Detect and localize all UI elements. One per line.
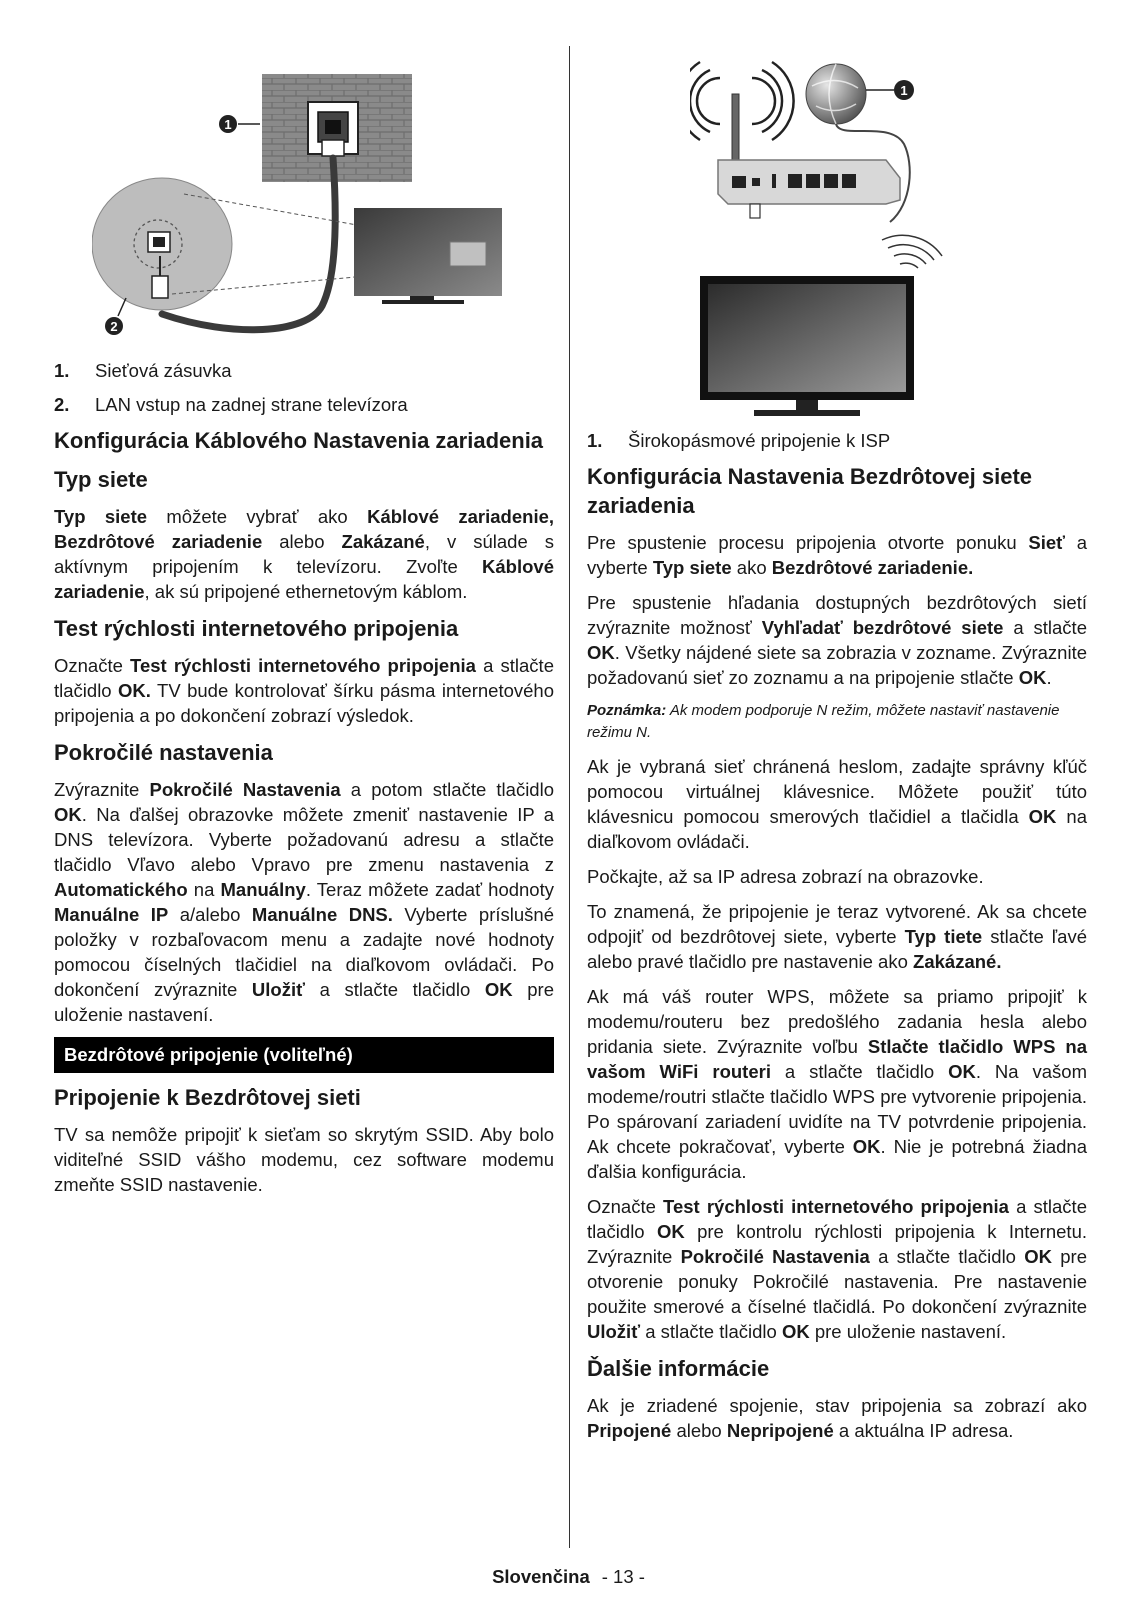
tv-wifi-icon	[882, 235, 942, 268]
paragraph-disconnect: To znamená, že pripojenie je teraz vytvorené. Ak sa chcete odpojiť od bezdrôtovej siete, vyberte Typ tiete stlačte ľavé alebo pravé tlačidlo pre nastavenie ako Zakázané.	[587, 901, 1088, 972]
list-item: 1. Sieťová zásuvka	[54, 360, 232, 381]
list-item: 2. LAN vstup na zadnej strane televízora	[54, 394, 408, 415]
paragraph-password: Ak je vybraná sieť chránená heslom, zadajte správny kľúč pomocou virtuálnej klávesnice. Môžete použiť túto klávesnicu pomocou smerových tlačidiel a tlačidla OK na diaľkovom ovládači.	[587, 756, 1087, 852]
svg-text:1: 1	[900, 83, 908, 98]
heading-more-info: Ďalšie informácie	[587, 1356, 770, 1381]
paragraph-connection-status: Ak je zriadené spojenie, stav pripojenia sa zobrazí ako Pripojené alebo Nepripojené a aktuálna IP adresa.	[587, 1395, 1087, 1441]
section-bar-wireless: Bezdrôtové pripojenie (voliteľné)	[54, 1037, 554, 1073]
note-n-mode: Poznámka: Ak modem podporuje N režim, môžete nastaviť nastavenie režimu N.	[587, 702, 1060, 741]
column-divider	[569, 46, 570, 1548]
figure-legend-right	[587, 424, 890, 458]
paragraph-wireless-ssid: TV sa nemôže pripojiť k sieťam so skrytým SSID. Aby bolo viditeľné SSID vášho modemu, cez software modemu zmeňte SSID nastavenie.	[54, 1124, 554, 1195]
footer-language: Slovenčina	[492, 1566, 590, 1587]
figure-legend-left	[54, 354, 408, 422]
paragraph-advanced-settings: Zvýraznite Pokročilé Nastavenia a potom stlačte tlačidlo OK. Na ďalšej obrazovke môžete zmeniť nastavenie IP a DNS televízora. Vyberte požadovanú adresu a stlačte tlačidlo Vľavo alebo Vpravo pre zmenu nastavenia z Automatického na Manuálny. Teraz môžete zadať hodnoty Manuálne IP a/alebo Manuálne DNS. Vyberte príslušné položky v rozbaľovacom menu a zadajte nové hodnoty pomocou číselných tlačidiel na diaľkovom ovládači. Po dokončení zvýraznite Uložiť a stlačte tlačidlo OK pre uloženie nastavení.	[54, 779, 554, 1025]
paragraph-wait-ip: Počkajte, až sa IP adresa zobrazí na obrazovke.	[587, 866, 984, 887]
heading-speed-test: Test rýchlosti internetového pripojenia	[54, 616, 459, 641]
wifi-signal-icon	[690, 62, 794, 140]
heading-wireless-connect: Pripojenie k Bezdrôtovej sieti	[54, 1085, 361, 1110]
paragraph-speed-test: Označte Test rýchlosti internetového pripojenia a stlačte tlačidlo OK. TV bude kontrolovať šírku pásma internetového pripojenia a po dokončení zobrazí výsledok.	[54, 655, 554, 726]
heading-advanced-settings: Pokročilé nastavenia	[54, 740, 273, 765]
heading-network-type: Typ siete	[54, 467, 148, 492]
svg-text:1: 1	[224, 117, 232, 132]
lan-plug	[152, 276, 168, 298]
heading-wireless-config: Konfigurácia Nastavenia Bezdrôtovej siete zariadenia	[587, 464, 1033, 518]
list-item: 1. Širokopásmové pripojenie k ISP	[587, 430, 891, 451]
paragraph-open-network: Pre spustenie procesu pripojenia otvorte ponuku Sieť a vyberte Typ siete ako Bezdrôtové zariadenie.	[587, 532, 1087, 578]
heading-wired-config: Konfigurácia Káblového Nastavenia zariadenia	[54, 428, 544, 453]
svg-text:2: 2	[110, 319, 118, 334]
page-number: - 13 -	[601, 1566, 645, 1587]
router-antenna	[732, 94, 739, 164]
globe-icon	[806, 64, 866, 124]
page-footer	[0, 1566, 1137, 1588]
wired-connection-illustration	[92, 66, 522, 346]
wireless-connection-illustration	[690, 54, 960, 424]
paragraph-scan-networks: Pre spustenie hľadania dostupných bezdrôtových sietí zvýraznite možnosť Vyhľadať bezdrôtové siete a stlačte OK. Všetky nájdené siete sa zobrazia v zozname. Zvýraznite požadovanú sieť zo zoznamu a na pripojenie stlačte OK.	[587, 592, 1087, 688]
paragraph-speed-advanced: Označte Test rýchlosti internetového pripojenia a stlačte tlačidlo OK pre kontrolu rýchlosti pripojenia k Internetu. Zvýraznite Pokročilé Nastavenia a stlačte tlačidlo OK pre otvorenie ponuky Pokročilé nastavenia. Pre nastavenie použite smerové a číselné tlačidlá. Po dokončení zvýraznite Uložiť a stlačte tlačidlo OK pre uloženie nastavení.	[587, 1196, 1088, 1342]
paragraph-network-type: Typ siete môžete vybrať ako Káblové zariadenie, Bezdrôtové zariadenie alebo Zakázané, v súlade s aktívnym pripojením k televízoru. Zvoľte Káblové zariadenie, ak sú pripojené ethernetovým káblom.	[54, 506, 555, 602]
paragraph-wps: Ak má váš router WPS, môžete sa priamo pripojiť k modemu/routeru bez predošlého zadania hesla alebo pridania siete. Zvýraznite voľbu Stlačte tlačidlo WPS na vašom WiFi routeri a stlačte tlačidlo OK. Na vašom modeme/routri stlačte tlačidlo WPS pre vytvorenie pripojenia. Po spárovaní zariadení uvidíte na TV potvrdenie pripojenia. Ak chcete pokračovať, vyberte OK. Nie je potrebná žiadna ďalšia konfigurácia.	[587, 986, 1087, 1182]
